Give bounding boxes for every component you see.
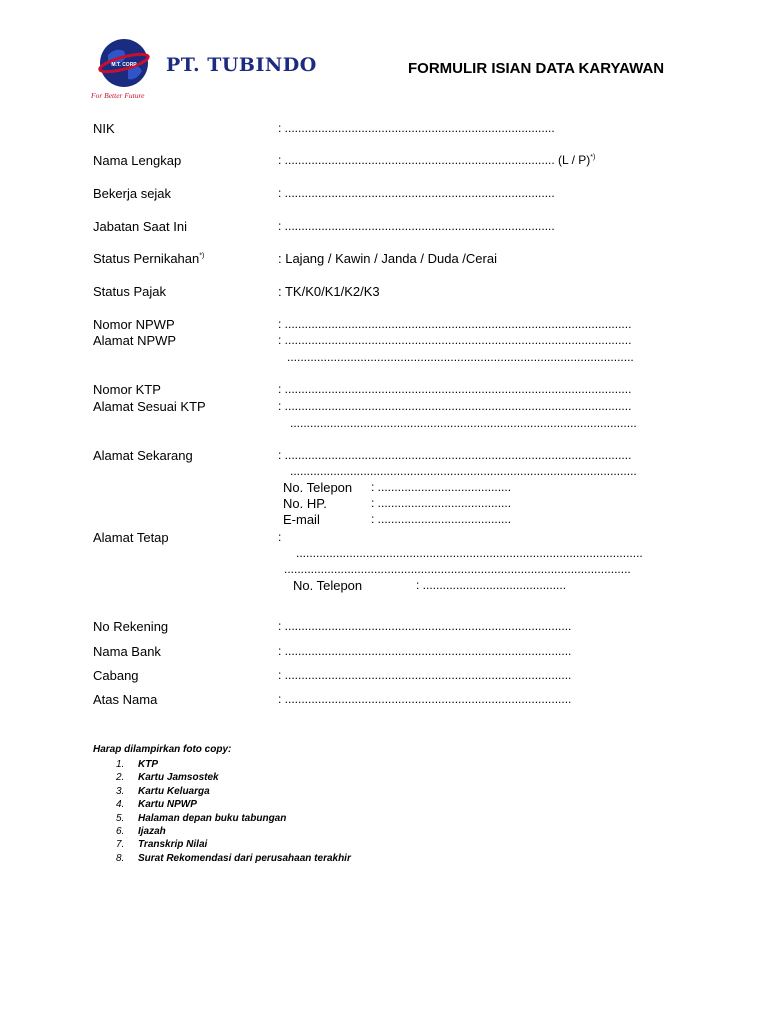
nik-field[interactable]: : .................................................................................: [278, 121, 555, 135]
company-name: PT. TUBINDO: [166, 54, 317, 76]
atas-nama-label: Atas Nama: [93, 692, 158, 707]
telepon-label: No. Telepon: [283, 480, 353, 495]
bekerja-label: Bekerja sejak: [93, 186, 172, 201]
form-title: FORMULIR ISIAN DATA KARYAWAN: [408, 60, 665, 77]
npwp-label: Nomor NPWP: [93, 317, 175, 332]
hp-label: No. HP.: [283, 496, 327, 511]
status-nikah-label: [93, 251, 204, 266]
alamat-ktp-field[interactable]: : ........................................................................................................: [278, 399, 632, 413]
bank-field[interactable]: : ......................................................................................: [278, 644, 572, 658]
list-item: [116, 812, 351, 825]
alamat-tetap-cont-1[interactable]: ........................................................................................................: [296, 546, 643, 560]
list-item-num: 6.: [116, 826, 125, 838]
alamat-sekarang-label: Alamat Sekarang: [93, 448, 193, 463]
alamat-tetap-label: Alamat Tetap: [93, 530, 169, 545]
alamat-tetap-field[interactable]: :: [278, 530, 282, 544]
list-item-text: Halaman depan buku tabungan: [138, 812, 287, 824]
alamat-sekarang-field[interactable]: : ........................................................................................................: [278, 448, 632, 462]
alamat-ktp-cont[interactable]: ........................................................................................................: [290, 416, 637, 430]
alamat-tetap-telepon-label: No. Telepon: [293, 578, 363, 593]
list-item-num: 8.: [116, 852, 125, 864]
company-logo: [98, 37, 150, 89]
list-item-text: Surat Rekomendasi dari perusahaan terakhir: [138, 852, 351, 864]
nama-field[interactable]: [278, 153, 595, 167]
alamat-sekarang-cont[interactable]: ........................................................................................................: [290, 464, 637, 478]
email-field[interactable]: : ........................................: [371, 512, 512, 526]
hp-field[interactable]: : ........................................: [371, 496, 512, 510]
list-item-text: KTP: [138, 759, 158, 770]
globe-logo-icon: [98, 37, 150, 89]
nama-value: : ................................................................................. (L / P): [278, 153, 591, 167]
logo-text: M.T. CORP: [111, 62, 137, 68]
status-pajak-field[interactable]: : TK/K0/K1/K2/K3: [278, 284, 380, 299]
list-item-text: Kartu NPWP: [138, 799, 197, 811]
cabang-field[interactable]: : ......................................................................................: [278, 668, 572, 682]
list-item: [116, 798, 351, 811]
nik-label: NIK: [93, 121, 115, 136]
rekening-field[interactable]: : ......................................................................................: [278, 619, 572, 633]
list-item: [116, 838, 351, 851]
alamat-npwp-label: Alamat NPWP: [93, 333, 177, 348]
list-item: [116, 785, 351, 798]
attachments-heading: Harap dilampirkan foto copy:: [93, 744, 232, 755]
list-item-num: 5.: [116, 812, 125, 824]
attachment-list: [116, 758, 351, 865]
list-item-text: Kartu Keluarga: [138, 785, 210, 797]
list-item-text: Kartu Jamsostek: [138, 772, 219, 784]
alamat-tetap-cont-2[interactable]: ........................................................................................................: [284, 562, 631, 576]
list-item-text: Ijazah: [138, 826, 166, 838]
jabatan-field[interactable]: : .................................................................................: [278, 219, 555, 233]
rekening-label: No Rekening: [93, 619, 169, 634]
status-nikah-field[interactable]: : Lajang / Kawin / Janda / Duda /Cerai: [278, 251, 497, 266]
list-item-num: 1.: [116, 759, 125, 770]
ktp-field[interactable]: : ........................................................................................................: [278, 382, 632, 396]
list-item-text: Transkrip Nilai: [138, 839, 208, 851]
list-item: [116, 758, 351, 771]
status-pajak-label: Status Pajak: [93, 284, 166, 299]
alamat-tetap-telepon-field[interactable]: : ...........................................: [416, 578, 567, 592]
bekerja-field[interactable]: : .................................................................................: [278, 186, 555, 200]
cabang-label: Cabang: [93, 668, 139, 683]
email-label: E-mail: [283, 512, 320, 527]
list-item: [116, 825, 351, 838]
list-item-num: 4.: [116, 799, 125, 811]
alamat-npwp-cont[interactable]: ........................................................................................................: [287, 350, 634, 364]
list-item-num: 3.: [116, 785, 125, 797]
status-nikah-note: *): [199, 252, 205, 260]
npwp-field[interactable]: : ........................................................................................................: [278, 317, 632, 331]
tagline: For Better Future: [91, 91, 145, 100]
alamat-ktp-label: Alamat Sesuai KTP: [93, 399, 206, 414]
bank-label: Nama Bank: [93, 644, 161, 659]
jabatan-label: Jabatan Saat Ini: [93, 219, 187, 234]
ktp-label: Nomor KTP: [93, 382, 161, 397]
list-item: [116, 771, 351, 784]
nama-note: *): [590, 154, 596, 161]
nama-label: Nama Lengkap: [93, 153, 182, 168]
atas-nama-field[interactable]: : ......................................................................................: [278, 692, 572, 706]
list-item: [116, 852, 351, 865]
status-nikah-text: Status Pernikahan: [93, 251, 200, 266]
list-item-num: 7.: [116, 839, 125, 851]
alamat-npwp-field[interactable]: : ........................................................................................................: [278, 333, 632, 347]
list-item-num: 2.: [116, 772, 125, 784]
telepon-field[interactable]: : ........................................: [371, 480, 512, 494]
